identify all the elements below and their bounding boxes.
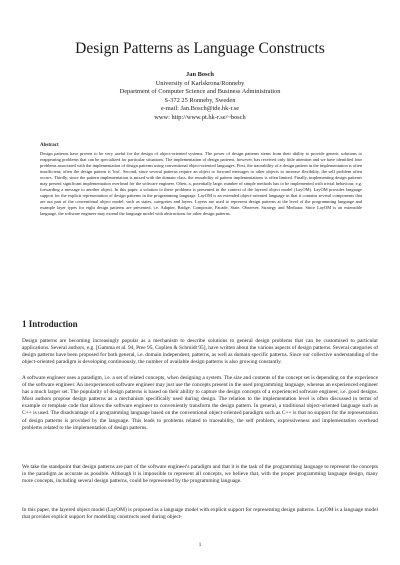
author-email: e-mail: Jan.Bosch@ide.hk-r.se <box>160 105 240 113</box>
page-number: 1 <box>198 543 202 548</box>
intro-paragraph: A software engineer uses a paradigm, i.e. a set of related concepts, when designing a system. The size and contents of the concept set is depending on the experience of the software engineer. An inexperienced software engineer may just use the concepts present in the used programming language, whereas an experienced engineer has a much larger set. The popularity of design patterns is based on their ability to capture the design concepts of a experienced software engineer, i.e. good designs. Most authors propose design patterns as a mechanism specifically used during design. The relation to the implementation level is often discussed in terms of example or template code that allows the software engineer to conveniently transform the design pattern. In general, a traditional object-oriented language such as C++ is used. The disadvantage of a programming language based on the conventional object-oriented paradigm such as C++ is that no support for the representation of design patterns is provided by the language. This leads to problems related to traceability, the self problem, expressiveness and implementation overhead problems related to the implementation of design patterns. <box>22 375 378 431</box>
intro-paragraph: Design patterns are becoming increasingly popular as a mechanism to describe solutions to general design problems that can be customised to particular applications. Several authors, e.g. [Gamma et al. 94, Pree 95, Coplien & Schmidt 95], have written about the various aspects of design patterns. Several categories of design patterns have been proposed for both general, i.e. domain independent, patterns, as well as domain specific patterns. Since our collective understanding of the object-oriented paradigm is developing continuously, the number of available design patterns is also growing constantly. <box>22 338 378 366</box>
abstract-heading: Abstract <box>40 143 59 148</box>
paper-title: Design Patterns as Language Constructs <box>75 40 325 57</box>
section-heading-introduction: 1 Introduction <box>22 319 78 329</box>
intro-paragraph: In this paper, the layered object model (LayOM) is proposed as a language model with explicit support for representing design patterns. LayOM is a language model that provides explicit support for modelling constructs used during object- <box>22 507 378 521</box>
abstract-text: Design patterns have proven to be very useful for the design of object-oriented systems. The power of design patterns stems from their ability to provide generic solutions to reappearing problems that can be specialized for particular situations. The implementation of design patterns, however, has received only little attention and we have identified four problems associated with the implementation of design patterns using conventional object-oriented languages. First, the traceability of a design pattern in the implementation is often insufficient; often the design pattern is 'lost'. Second, since several patterns require an object to forward messages to other objects to increase flexibility, the self problem often occurs. Thirdly, since the pattern implementation is mixed with the domain class, the reusability of pattern implementations is often limited. Finally, implementing design patterns may present significant implementation overhead for the software engineer. Often, a, potentially large, number of simple methods has to be implemented with trivial behaviour, e.g. forwarding a message to another object. In this paper, a solution to these problems is presented in the context of the layered object model (LayOM). LayOM provides language support for the explicit representation of design patterns in the programming language. LayOM is an extended object-oriented language in that it contains several components that are not part of the conventional object model, such as states, categories and layers. Layers are used to represent design patterns at the level of the programming language and example layer types for eight design patterns are presented, i.e. Adapter, Bridge, Composite, Facade, State, Observer, Strategy and Mediator. Since LayOM is an extensible language, the software engineer may extend the language model with abstractions for other design patterns. <box>40 151 363 217</box>
author-www: www: http://www.pt.hk-r.se/~bosch <box>154 113 246 121</box>
intro-paragraph: We take the standpoint that design patterns are part of the software engineer's paradigm and that it is the task of the programming language to represent the concepts in the paradigm as accurate as possible. Although it is impossible to represent all concepts, we believe that, with the proper programming language design, many more concepts, including several design patterns, could be represented by the programming language. <box>22 464 378 485</box>
affiliation-university: University of Karlskrona/Ronneby <box>155 79 245 87</box>
author-block <box>0 71 400 123</box>
author-name: Jan Bosch <box>186 71 214 78</box>
affiliation-department: Department of Computer Science and Business Administration <box>119 88 281 96</box>
affiliation-address: S-372 25 Ronneby, Sweden <box>164 96 236 104</box>
